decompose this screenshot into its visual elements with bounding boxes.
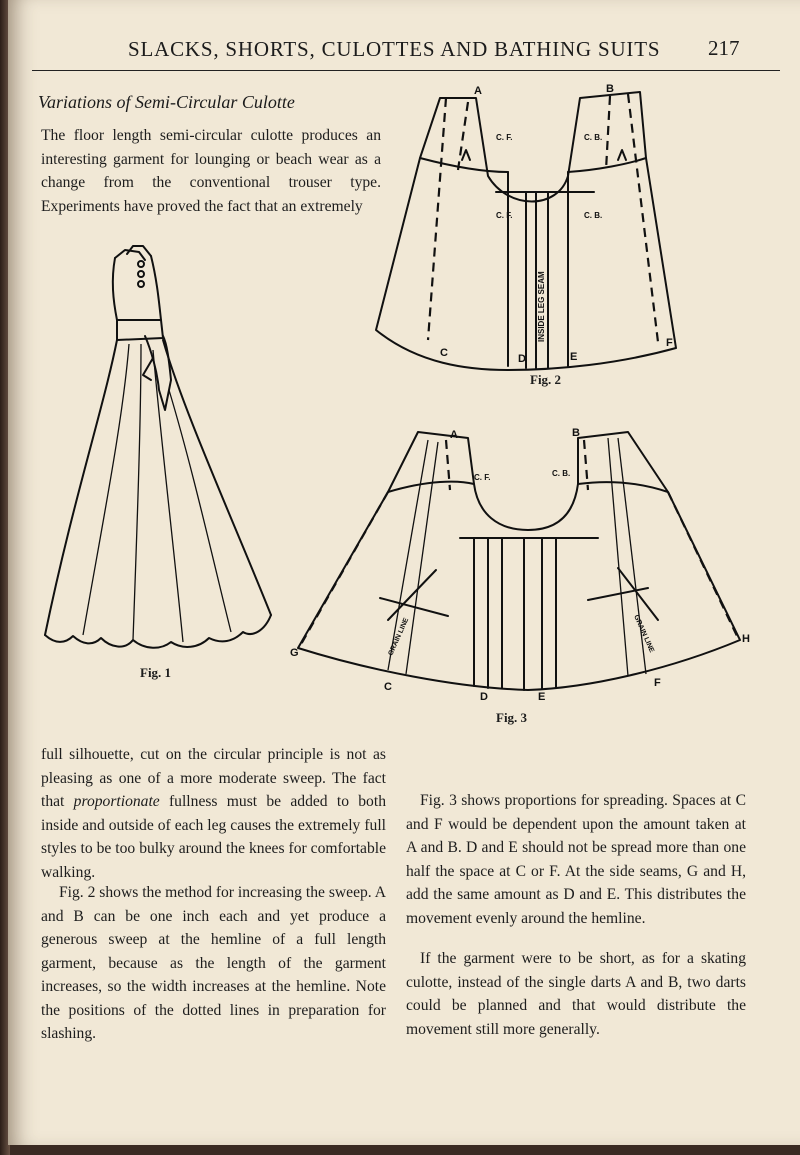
fig3-label-b: B — [572, 427, 580, 439]
fig2-pattern-drawing — [358, 80, 688, 370]
fig2-label-a: A — [474, 85, 482, 97]
fig2-label-cb-top: C. B. — [584, 133, 603, 142]
page-number: 217 — [708, 36, 740, 60]
paragraph-skating: If the garment were to be short, as for a skating culotte, instead of the single darts A and B, two darts could be planned and that would distribute the movement still more generally. — [406, 950, 746, 1038]
fig3-label-e: E — [538, 691, 546, 703]
fig2-label-cb-mid: C. B. — [584, 211, 603, 220]
fig3-label-h: H — [742, 633, 750, 645]
fig2-label-inside-leg-seam: INSIDE LEG SEAM — [537, 271, 546, 342]
emphasis-proportionate: proportionate — [73, 793, 160, 810]
fig3-label-grain-left: GRAIN LINE — [387, 617, 411, 657]
fig3-caption: Fig. 3 — [496, 710, 528, 725]
fig3-label-cb: C. B. — [552, 469, 571, 478]
fig3-label-a: A — [450, 429, 458, 441]
fig1-caption: Fig. 1 — [140, 665, 172, 680]
fig2-label-c: C — [440, 347, 448, 359]
section-title: Variations of Semi-Circular Culotte — [38, 92, 295, 112]
fig2-label-e: E — [570, 351, 578, 363]
button-icon — [138, 271, 144, 277]
fig3-label-grain-right: GRAIN LINE — [632, 613, 656, 654]
fig3-label-g: G — [290, 647, 299, 659]
paragraph-fig3: Fig. 3 shows proportions for spreading. Spaces at C and F would be dependent upon the amount taken at A and B. D and E should not be spread more than one half the space at C or F. At the side seams, G and H, add the same amount as D and E. This distributes the movement evenly around the hemline. — [406, 792, 746, 927]
paragraph-silhouette-after: fullness must be added to both inside and outside of each leg causes the extremely full styles to be too bulky around the knees for comfortable walking. — [41, 793, 386, 881]
fig2-label-d: D — [518, 353, 526, 365]
fig3-label-c: C — [384, 681, 392, 693]
fig2-label-cf-top: C. F. — [496, 133, 513, 142]
paragraph-fig2: Fig. 2 shows the method for increasing the sweep. A and B can be one inch each and yet produce a generous sweep at the hemline of a full length garment, because as the length of the garment increases, so the width increases at the hemline. Note the positions of the dotted lines in preparation for slashing. — [41, 884, 386, 1042]
fig2-label-b: B — [606, 83, 614, 95]
paragraph-intro: The floor length semi-circular culotte produces an interesting garment for lounging or beach wear as a change from the conventional trouser type. Experiments have proved the fact that an extremely — [41, 127, 381, 215]
paragraph-silhouette-before: full silhouette, cut on the circular principle is not as pleasing as one of a more moderate sweep. The fact that — [41, 746, 386, 810]
fig2-label-f: F — [666, 337, 673, 349]
button-icon — [138, 261, 144, 267]
running-head: SLACKS, SHORTS, CULOTTES AND BATHING SUITS — [128, 37, 661, 61]
book-page — [8, 0, 800, 1145]
fig3-label-d: D — [480, 691, 488, 703]
fig2-caption: Fig. 2 — [530, 372, 562, 387]
header-rule — [32, 70, 780, 71]
fig1-culotte-drawing — [33, 240, 283, 660]
fig3-label-cf: C. F. — [474, 473, 491, 482]
paragraph-silhouette — [41, 743, 386, 884]
fig3-label-f: F — [654, 677, 661, 689]
fig3-pattern-drawing — [288, 420, 758, 710]
button-icon — [138, 281, 144, 287]
fig2-label-cf-mid: C. F. — [496, 211, 513, 220]
